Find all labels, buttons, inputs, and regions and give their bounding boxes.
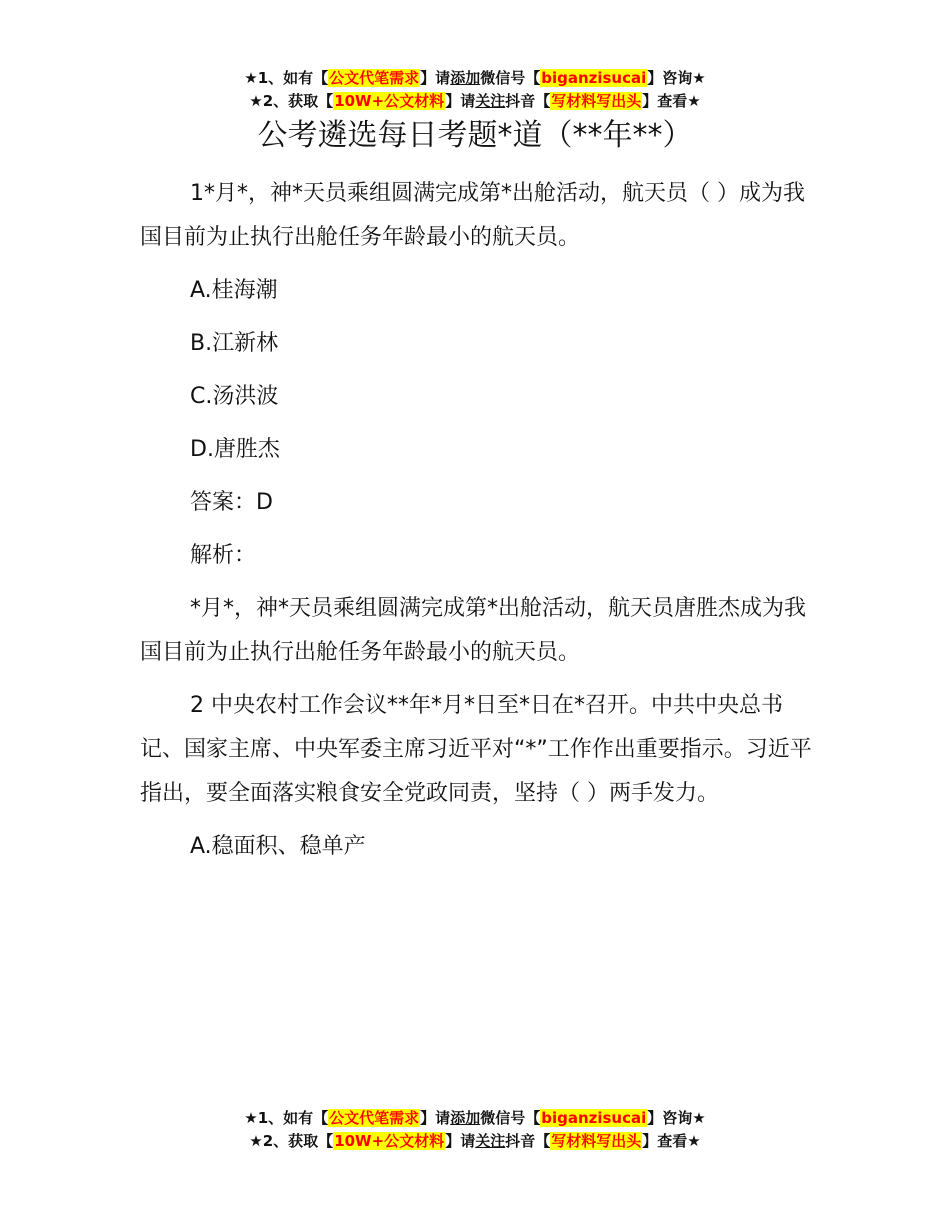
- promo-highlight: 写材料写出头: [551, 1132, 642, 1150]
- promo-text: 】查看★: [642, 1132, 701, 1150]
- promo-line-2: [0, 90, 950, 113]
- question-1-option-a: A.桂海潮: [190, 278, 278, 303]
- promo-line-1: [0, 1107, 950, 1130]
- promo-text: 】请: [420, 69, 451, 87]
- document-body: [140, 172, 812, 878]
- promo-highlight: biganzisucai: [541, 69, 647, 87]
- document-title: 公考遴选每日考题*道（**年**）: [257, 118, 693, 153]
- promo-text: 微信号【: [480, 69, 541, 87]
- promo-text: 抖音【: [505, 92, 551, 110]
- promo-underlined: 添加: [450, 1109, 481, 1127]
- promo-highlight: 公文代笔需求: [329, 69, 420, 87]
- promo-text: ★2、获取【: [249, 1132, 334, 1150]
- promo-highlight: 公文代笔需求: [329, 1109, 420, 1127]
- promo-text: ★2、获取【: [249, 92, 334, 110]
- question-1-answer: 答案：D: [190, 490, 273, 515]
- footer-promo-banner: [0, 1107, 950, 1153]
- question-1-option-d: D.唐胜杰: [190, 437, 280, 462]
- promo-underlined: 添加: [450, 69, 481, 87]
- promo-text: ★1、如有【: [244, 69, 329, 87]
- question-1-analysis: *月*，神*天员乘组圆满完成第*出舱活动，航天员唐胜杰成为我国目前为止执行出舱任务年龄最小的航天员。: [140, 596, 807, 665]
- promo-text: 】咨询★: [647, 69, 706, 87]
- promo-underlined: 关注: [475, 1132, 506, 1150]
- promo-text: 】请: [445, 1132, 476, 1150]
- promo-line-2: [0, 1130, 950, 1153]
- promo-text: 】咨询★: [647, 1109, 706, 1127]
- question-1-option-c: C.汤洪波: [190, 384, 279, 409]
- question-2-stem: 2 中央农村工作会议**年*月*日至*日在*召开。中共中央总书记、国家主席、中央军委主席习近平对“*”工作作出重要指示。习近平指出，要全面落实粮食安全党政同责，坚持（ ）两手发力。: [140, 693, 812, 806]
- promo-highlight: 10W+公文材料: [334, 92, 445, 110]
- promo-highlight: biganzisucai: [541, 1109, 647, 1127]
- promo-text: 】请: [445, 92, 476, 110]
- question-1-analysis-label: 解析：: [190, 543, 257, 568]
- promo-line-1: [0, 67, 950, 90]
- question-2-option-a: A.稳面积、稳单产: [190, 834, 366, 859]
- question-1-stem: 1*月*，神*天员乘组圆满完成第*出舱活动，航天员（ ）成为我国目前为止执行出舱任务年龄最小的航天员。: [140, 181, 805, 250]
- header-promo-banner: [0, 67, 950, 113]
- promo-text: ★1、如有【: [244, 1109, 329, 1127]
- promo-highlight: 写材料写出头: [551, 92, 642, 110]
- question-1-option-b: B.江新林: [190, 331, 279, 356]
- promo-text: 微信号【: [480, 1109, 541, 1127]
- promo-text: 】查看★: [642, 92, 701, 110]
- promo-text: 抖音【: [505, 1132, 551, 1150]
- promo-underlined: 关注: [475, 92, 506, 110]
- promo-highlight: 10W+公文材料: [334, 1132, 445, 1150]
- promo-text: 】请: [420, 1109, 451, 1127]
